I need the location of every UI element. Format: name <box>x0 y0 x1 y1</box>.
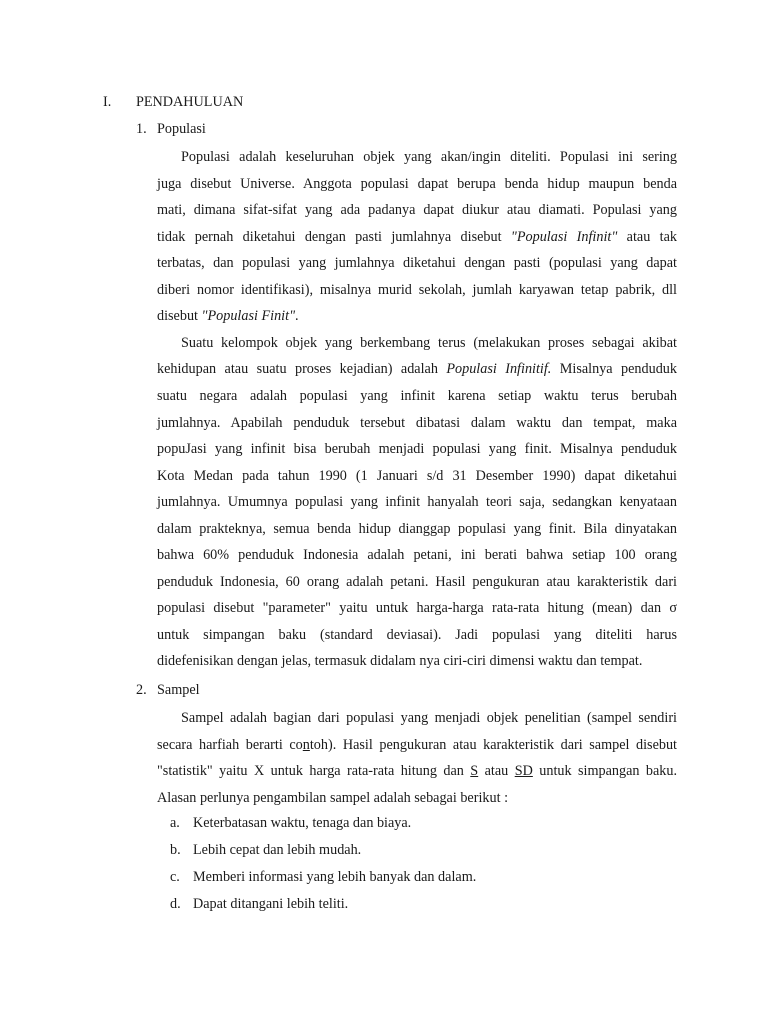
text-line: juga disebut Universe. Anggota populasi dapat berupa benda hidup maupun benda <box>157 176 677 192</box>
text-line: bahwa 60% penduduk Indonesia adalah petani, ini berati bahwa setiap 100 orang <box>157 547 677 563</box>
text-line: Sampel adalah bagian dari populasi yang menjadi objek penelitian (sampel sendiri <box>181 710 677 726</box>
term-populasi-infinitif: Populasi Infinitif. <box>446 361 552 377</box>
term-populasi-infinit: "Populasi Infinit" <box>510 229 618 245</box>
section-title: PENDAHULUAN <box>136 94 244 110</box>
text-line: tidak pernah diketahui dengan pasti jumlahnya disebut "Populasi Infinit" atau tak <box>157 229 677 245</box>
subsection-number-populasi: 1. <box>136 121 147 137</box>
text-line: Suatu kelompok objek yang berkembang terus (melakukan proses sebagai akibat <box>181 335 677 351</box>
text-line: untuk simpangan baku (standard deviasai). Jadi populasi yang diteliti harus <box>157 627 677 643</box>
subsection-heading-populasi: Populasi <box>157 121 206 137</box>
list-marker: b. <box>170 842 181 858</box>
text-line: mati, dimana sifat-sifat yang ada padanya dapat diukur atau diamati. Populasi yang <box>157 202 677 218</box>
term-populasi-finit: "Populasi Finit" <box>201 308 296 324</box>
text-line: jumlahnya. Apabilah penduduk tersebut dibatasi dalam waktu dan tempat, maka <box>157 415 677 431</box>
list-marker: c. <box>170 869 180 885</box>
list-item: Keterbatasan waktu, tenaga dan biaya. <box>193 815 412 831</box>
text-line: disebut "Populasi Finit". <box>157 308 299 324</box>
text-line: "statistik" yaitu X untuk harga rata-rata hitung dan S atau SD untuk simpangan baku. <box>157 763 678 779</box>
symbol-s: S <box>470 763 479 779</box>
text-line: kehidupan atau suatu proses kejadian) adalah Populasi Infinitif. Misalnya penduduk <box>157 361 677 377</box>
text-line: didefenisikan dengan jelas, termasuk didalam nya ciri-ciri dimensi waktu dan tempat. <box>157 653 643 669</box>
subsection-number-sampel: 2. <box>136 682 147 698</box>
symbol-sd: SD <box>514 763 533 779</box>
list-item: Lebih cepat dan lebih mudah. <box>193 842 362 858</box>
text-line: secara harfiah berarti contoh). Hasil pengukuran atau karakteristik dari sampel disebut <box>157 737 677 753</box>
text-line: terbatas, dan populasi yang jumlahnya diketahui dengan pasti (populasi yang dapat <box>157 255 677 271</box>
list-marker: a. <box>170 815 180 831</box>
subsection-heading-sampel: Sampel <box>157 682 200 698</box>
text-line: Kota Medan pada tahun 1990 (1 Januari s/d 31 Desember 1990) dapat diketahui <box>157 468 677 484</box>
text-line: suatu negara adalah populasi yang infinit karena setiap waktu terus berubah <box>157 388 677 404</box>
text-line: penduduk Indonesia, 60 orang adalah petani. Hasil pengukuran atau karakteristik dari <box>157 574 677 590</box>
list-item: Dapat ditangani lebih teliti. <box>193 896 349 912</box>
text-line: jumlahnya. Umumnya populasi yang infinit hanyalah teori saja, sedangkan kenyataan <box>157 494 677 510</box>
section-numeral: I. <box>103 94 112 110</box>
list-item: Memberi informasi yang lebih banyak dan dalam. <box>193 869 477 885</box>
text-line: populasi disebut "parameter" yaitu untuk harga-harga rata-rata hitung (mean) dan σ <box>157 600 677 616</box>
text-line: Populasi adalah keseluruhan objek yang akan/ingin diteliti. Populasi ini sering <box>181 149 677 165</box>
text-line: popuJasi yang infinit bisa berubah menjadi populasi yang finit. Misalnya penduduk <box>157 441 677 457</box>
text-line: dalam prakteknya, semua benda hidup dianggap populasi yang finit. Bila dinyatakan <box>157 521 677 537</box>
text-line: diberi nomor identifikasi), misalnya murid sekolah, jumlah karyawan tetap pabrik, dll <box>157 282 677 298</box>
list-marker: d. <box>170 896 181 912</box>
text-line: Alasan perlunya pengambilan sampel adalah sebagai berikut : <box>157 790 509 806</box>
